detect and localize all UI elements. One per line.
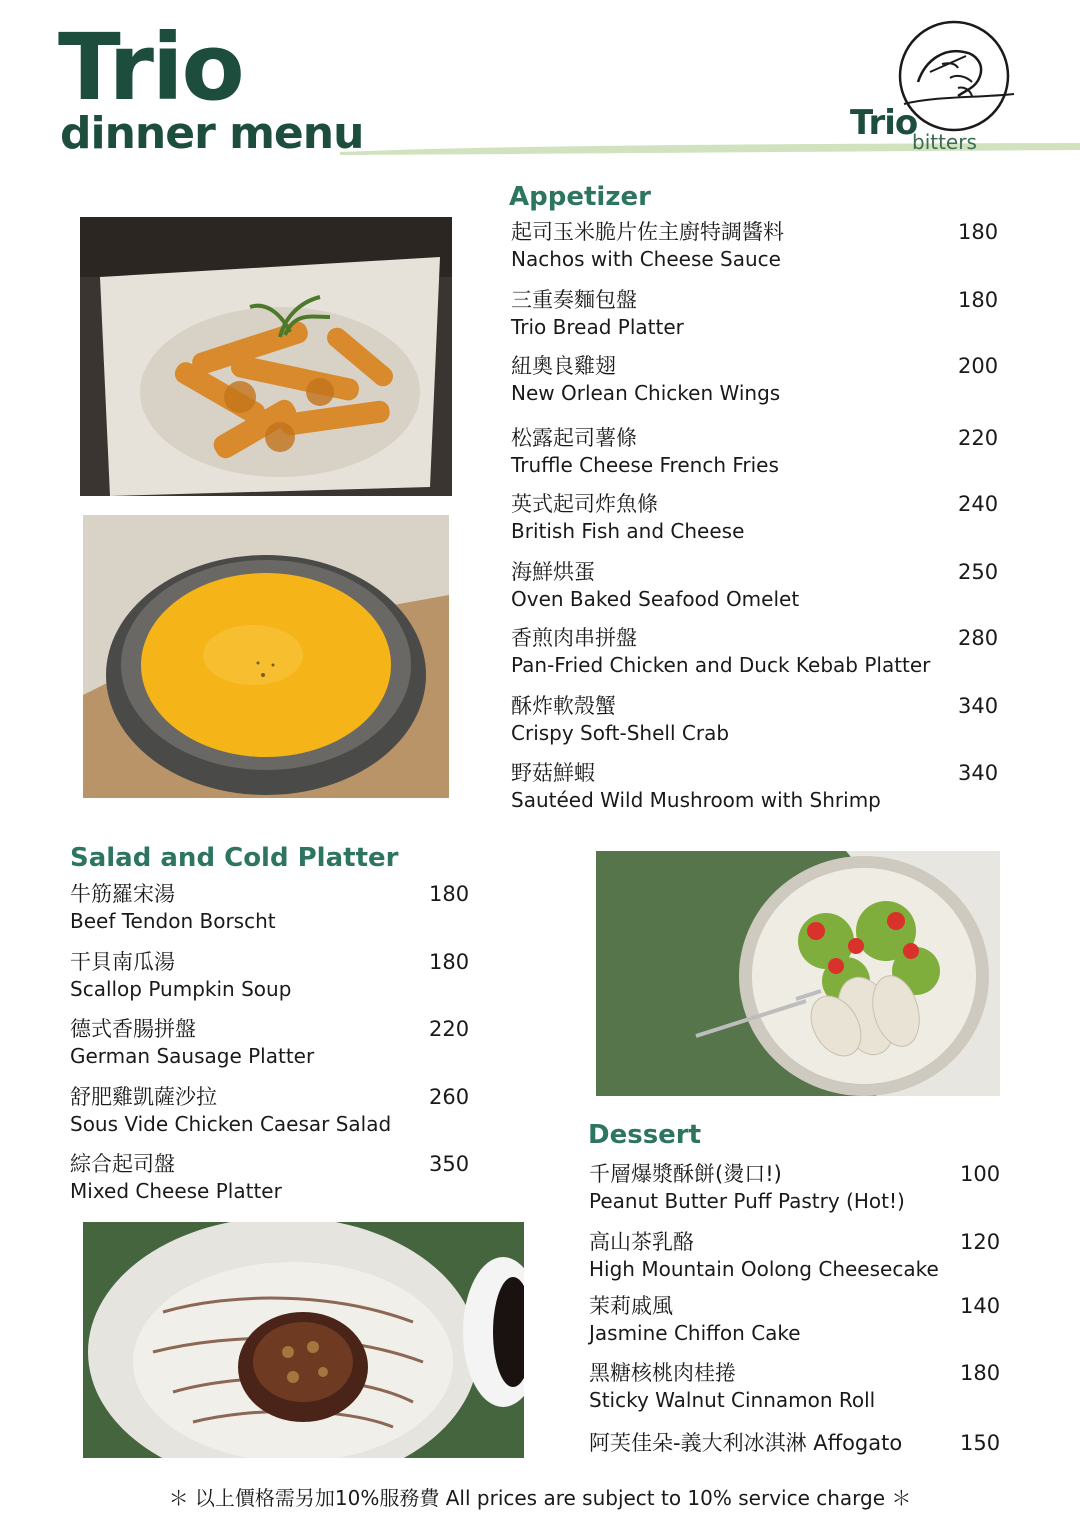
pumpkin-soup-photo bbox=[83, 515, 449, 798]
service-charge-note: ＊ 以上價格需另加10%服務費 All prices are subject to 10% service charge ＊ bbox=[168, 1486, 912, 1510]
menu-item bbox=[511, 490, 1018, 544]
menu-item-price: 180 bbox=[958, 288, 999, 312]
menu-item-name-zh: 紐奧良雞翅 bbox=[511, 354, 616, 378]
menu-item-name-zh: 千層爆漿酥餅(燙口!) bbox=[589, 1162, 782, 1186]
menu-item-name-en: British Fish and Cheese bbox=[511, 519, 745, 543]
menu-item-name-zh: 香煎肉串拼盤 bbox=[511, 626, 637, 650]
menu-title: Trio bbox=[58, 14, 243, 121]
menu-item bbox=[70, 948, 489, 1002]
menu-item bbox=[511, 692, 1018, 746]
menu-item-name-zh: 高山茶乳酪 bbox=[589, 1230, 694, 1254]
menu-item-price: 350 bbox=[429, 1152, 470, 1176]
menu-item-name-zh: 野菇鮮蝦 bbox=[511, 761, 595, 785]
menu-item-name-zh: 茉莉戚風 bbox=[589, 1294, 673, 1318]
section-title-salad: Salad and Cold Platter bbox=[70, 843, 399, 873]
menu-item bbox=[70, 880, 489, 934]
menu-item-name-zh: 舒肥雞凱薩沙拉 bbox=[70, 1085, 217, 1109]
menu-item bbox=[589, 1292, 1020, 1346]
menu-item-name-zh: 海鮮烘蛋 bbox=[511, 560, 595, 584]
menu-item-price: 200 bbox=[958, 354, 999, 378]
menu-item bbox=[511, 759, 1018, 813]
menu-item-name-en: Sticky Walnut Cinnamon Roll bbox=[589, 1388, 876, 1412]
logo-word: Trio bbox=[850, 103, 918, 143]
menu-item-name-en: Crispy Soft-Shell Crab bbox=[511, 721, 730, 745]
menu-item-price: 180 bbox=[958, 220, 999, 244]
menu-item-price: 180 bbox=[429, 950, 470, 974]
section-title-appetizer: Appetizer bbox=[509, 182, 651, 212]
caesar-salad-photo bbox=[596, 851, 1000, 1096]
menu-item-name-en: Truffle Cheese French Fries bbox=[511, 453, 779, 477]
menu-item-name-zh: 干貝南瓜湯 bbox=[70, 950, 175, 974]
menu-item-price: 260 bbox=[429, 1085, 470, 1109]
menu-item bbox=[589, 1429, 1020, 1457]
menu-item bbox=[511, 218, 1018, 272]
menu-item-price: 100 bbox=[960, 1162, 1001, 1186]
menu-item-name-en: Nachos with Cheese Sauce bbox=[511, 247, 781, 271]
menu-item-name-zh: 松露起司薯條 bbox=[511, 426, 637, 450]
menu-item-name-zh: 三重奏麵包盤 bbox=[511, 288, 637, 312]
menu-item bbox=[589, 1228, 1020, 1282]
menu-item-price: 250 bbox=[958, 560, 999, 584]
menu-item-price: 240 bbox=[958, 492, 999, 516]
menu-item bbox=[589, 1359, 1020, 1413]
menu-item-price: 180 bbox=[960, 1361, 1001, 1385]
menu-item bbox=[70, 1083, 489, 1137]
menu-item bbox=[511, 424, 1018, 478]
menu-item-price: 150 bbox=[960, 1431, 1001, 1455]
menu-item-price: 340 bbox=[958, 694, 999, 718]
menu-item-price: 280 bbox=[958, 626, 999, 650]
menu-item bbox=[589, 1160, 1020, 1214]
menu-item bbox=[511, 286, 1018, 340]
menu-item-price: 140 bbox=[960, 1294, 1001, 1318]
menu-item-name-en: High Mountain Oolong Cheesecake bbox=[589, 1257, 939, 1281]
menu-item-name-en: Jasmine Chiffon Cake bbox=[589, 1321, 801, 1345]
menu-item-price: 120 bbox=[960, 1230, 1001, 1254]
menu-item-name-zh: 黑糖核桃肉桂捲 bbox=[589, 1361, 736, 1385]
menu-item-price: 220 bbox=[429, 1017, 470, 1041]
menu-item-name-en: Scallop Pumpkin Soup bbox=[70, 977, 292, 1001]
menu-item-name-en: Sautéed Wild Mushroom with Shrimp bbox=[511, 788, 881, 812]
menu-item-name-zh: 阿芙佳朵-義大利冰淇淋 Affogato bbox=[589, 1431, 903, 1455]
logo-subword: bitters bbox=[912, 130, 977, 154]
menu-item bbox=[70, 1015, 489, 1069]
menu-item-price: 180 bbox=[429, 882, 470, 906]
menu-item-name-zh: 綜合起司盤 bbox=[70, 1152, 175, 1176]
menu-item-name-zh: 起司玉米脆片佐主廚特調醬料 bbox=[511, 220, 784, 244]
section-title-dessert: Dessert bbox=[588, 1120, 702, 1150]
menu-item-name-en: Trio Bread Platter bbox=[511, 315, 684, 339]
menu-item-name-zh: 英式起司炸魚條 bbox=[511, 492, 658, 516]
menu-item bbox=[70, 1150, 489, 1204]
menu-item-name-zh: 酥炸軟殼蟹 bbox=[511, 694, 616, 718]
menu-item-name-en: Beef Tendon Borscht bbox=[70, 909, 276, 933]
menu-item-name-zh: 德式香腸拼盤 bbox=[70, 1017, 196, 1041]
fries-photo bbox=[80, 217, 452, 496]
menu-item-name-en: New Orlean Chicken Wings bbox=[511, 381, 781, 405]
menu-item-name-zh: 牛筋羅宋湯 bbox=[70, 882, 175, 906]
menu-item-price: 340 bbox=[958, 761, 999, 785]
cinnamon-roll-photo bbox=[83, 1222, 524, 1458]
menu-item-name-en: Oven Baked Seafood Omelet bbox=[511, 587, 800, 611]
menu-item-name-en: Mixed Cheese Platter bbox=[70, 1179, 282, 1203]
menu-subtitle: dinner menu bbox=[60, 108, 364, 159]
menu-item bbox=[511, 352, 1018, 406]
menu-item-name-en: German Sausage Platter bbox=[70, 1044, 315, 1068]
menu-item-price: 220 bbox=[958, 426, 999, 450]
menu-item-name-en: Sous Vide Chicken Caesar Salad bbox=[70, 1112, 392, 1136]
menu-item bbox=[511, 558, 1018, 612]
menu-item-name-en: Pan-Fried Chicken and Duck Kebab Platter bbox=[511, 653, 931, 677]
menu-item-name-en: Peanut Butter Puff Pastry (Hot!) bbox=[589, 1189, 905, 1213]
menu-item bbox=[511, 624, 1018, 678]
